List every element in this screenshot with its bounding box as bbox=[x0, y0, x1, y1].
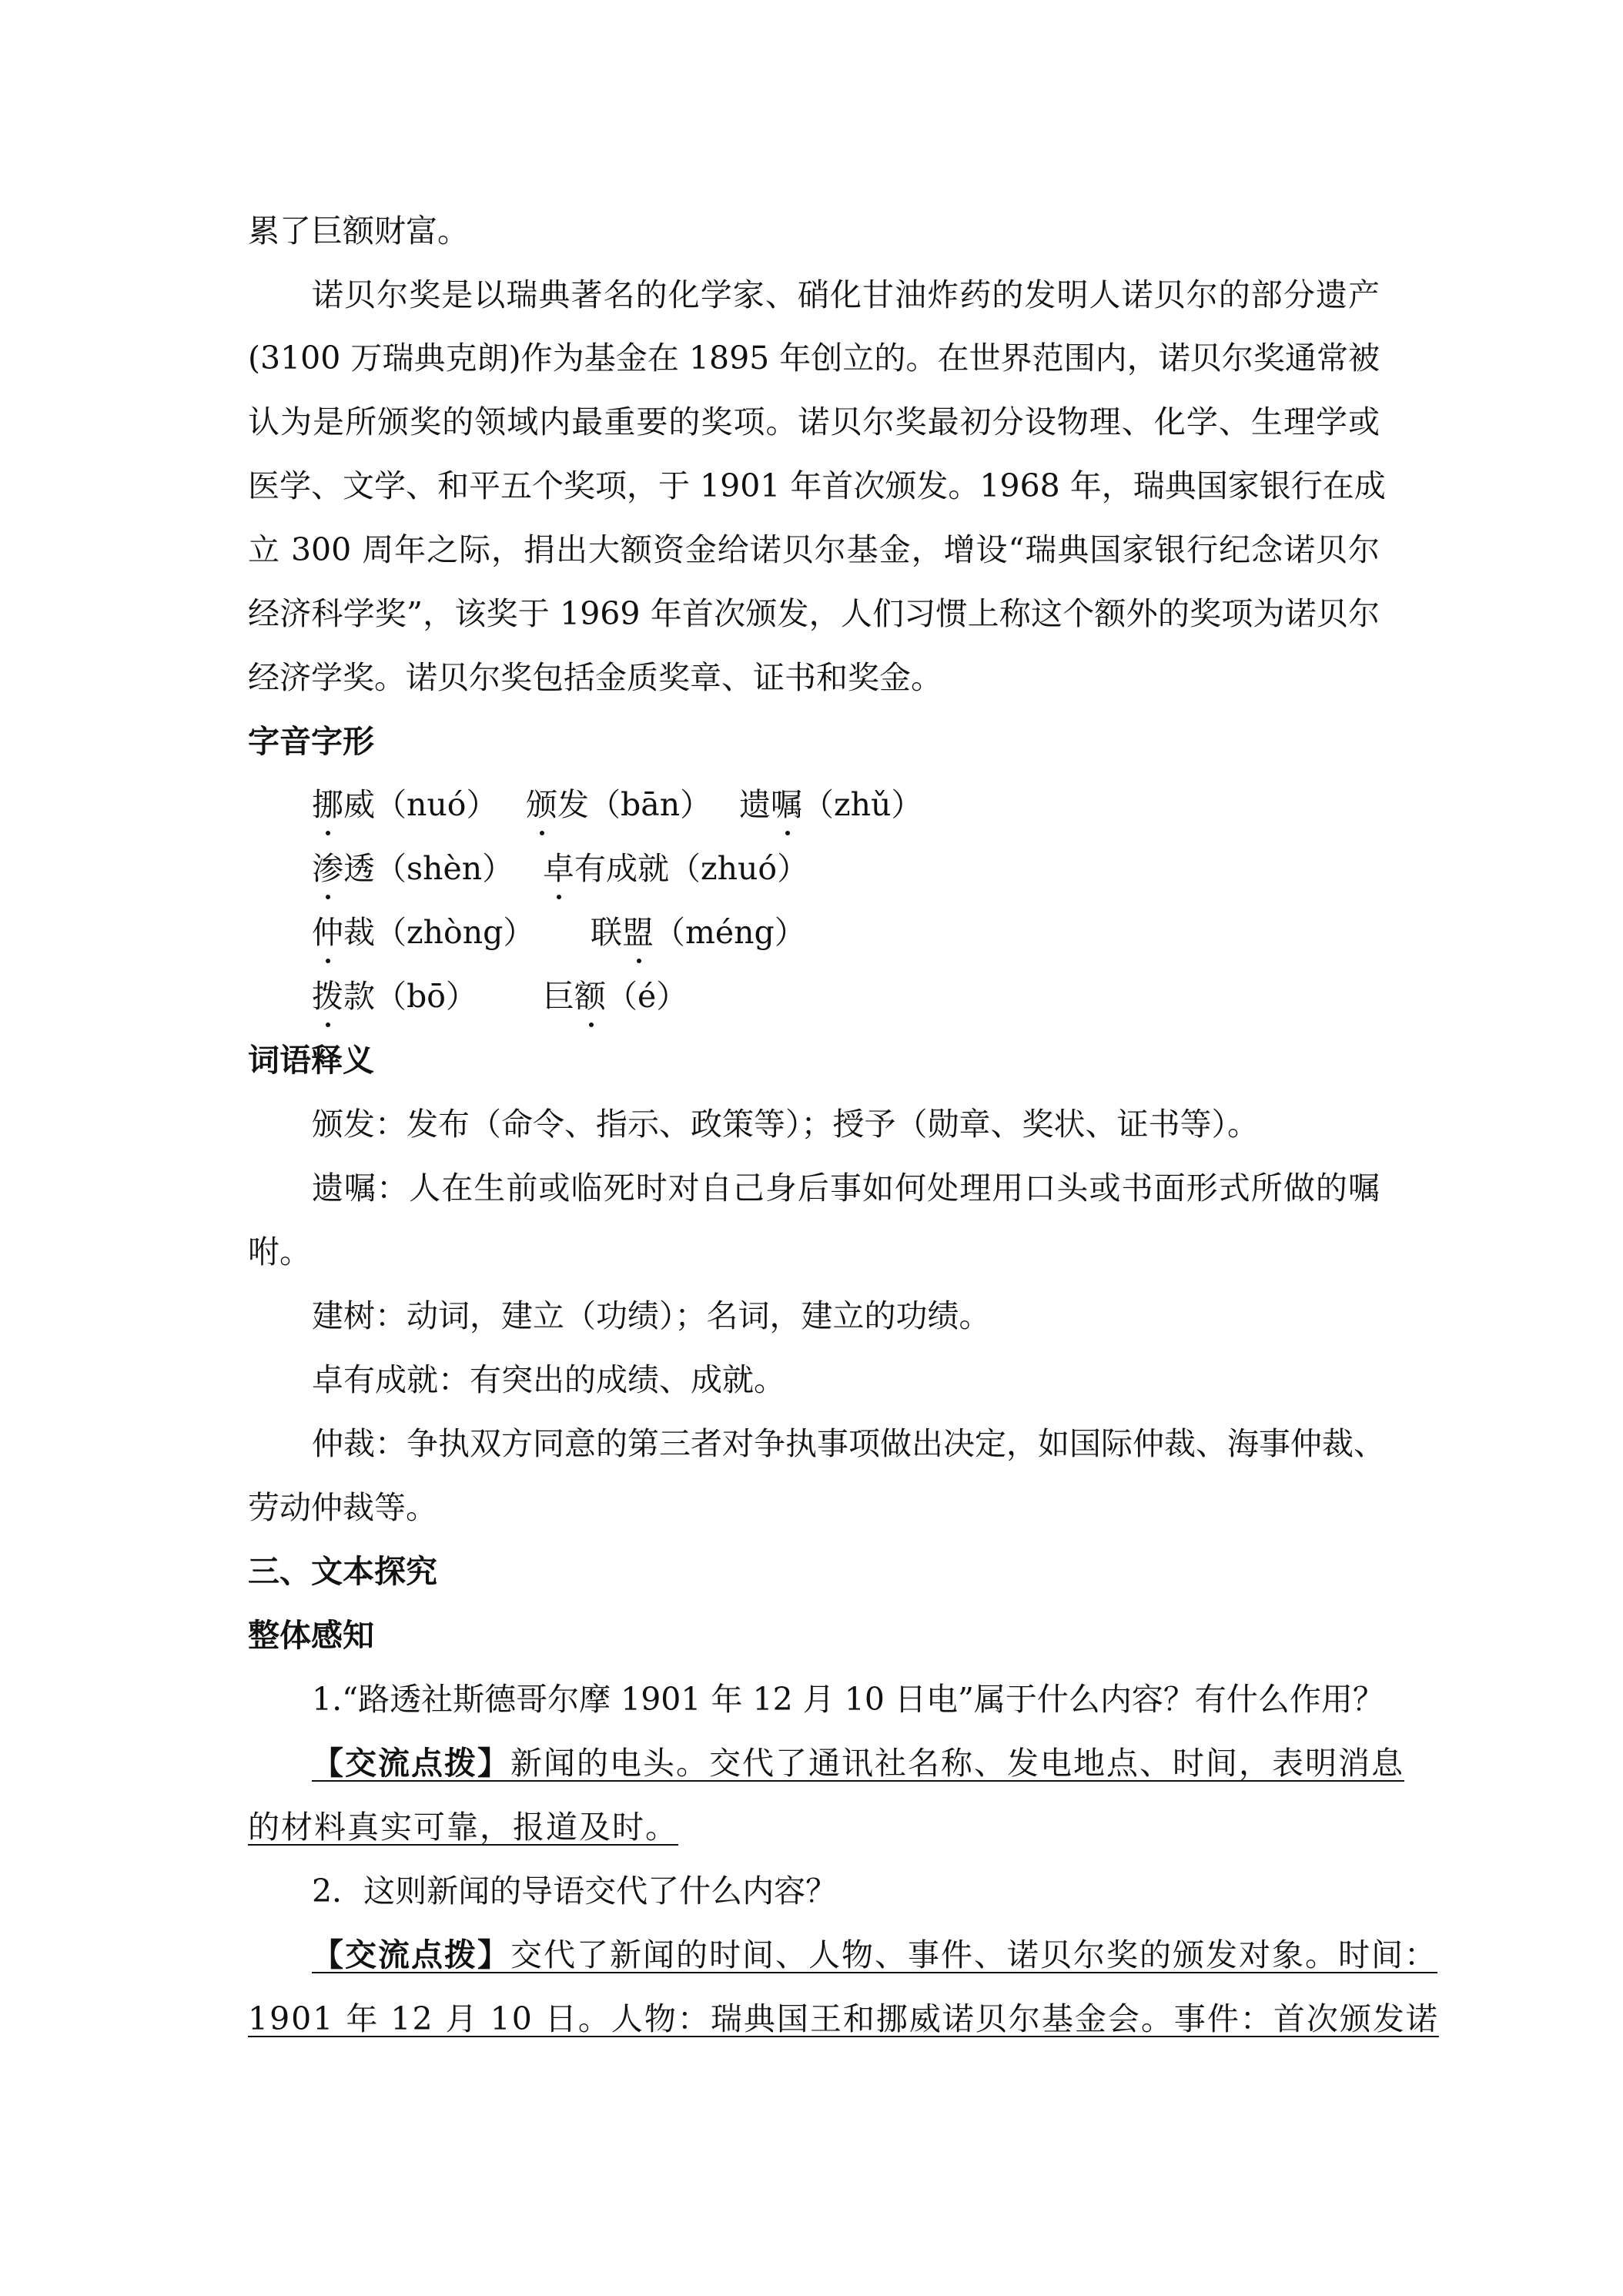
section-heading-pronunciation: 字音字形 bbox=[248, 723, 374, 760]
definition-line: 遗嘱：人在生前或临死时对自己身后事如何处理用口头或书面形式所做的嘱 bbox=[312, 1170, 1380, 1207]
paragraph-line: 认为是所颁奖的领域内最重要的奖项。诺贝尔奖最初分设物理、化学、生理学或 bbox=[248, 403, 1380, 440]
answer-text: 新闻的电头。交代了通讯社名称、发电地点、时间，表明消息 bbox=[510, 1745, 1404, 1782]
emphasis-dot bbox=[785, 831, 790, 835]
vocab-item: 颁发（bān） bbox=[526, 786, 712, 823]
emphasis-dot bbox=[326, 831, 330, 835]
vocab-item: 遗嘱（zhǔ） bbox=[739, 786, 923, 823]
question-2: 2．这则新闻的导语交代了什么内容？ bbox=[312, 1873, 838, 1909]
vocab-item: 挪威（nuó） bbox=[312, 786, 498, 823]
answer-tag: 【交流点拨】 bbox=[312, 1745, 510, 1782]
emphasis-dot bbox=[326, 895, 330, 899]
paragraph-line: 立 300 周年之际，捐出大额资金给诺贝尔基金，增设“瑞典国家银行纪念诺贝尔 bbox=[248, 531, 1380, 568]
answer-tag: 【交流点拨】 bbox=[312, 1936, 510, 1973]
emphasis-dot bbox=[557, 895, 561, 899]
definition-line: 劳动仲裁等。 bbox=[248, 1489, 437, 1526]
emphasis-dot bbox=[589, 1022, 594, 1027]
emphasis-dot bbox=[540, 831, 544, 835]
vocab-item: 联盟（méng） bbox=[591, 914, 806, 951]
vocab-item: 卓有成就（zhuó） bbox=[543, 850, 809, 887]
vocab-item: 渗透（shèn） bbox=[312, 850, 514, 887]
paragraph-line: 诺贝尔奖是以瑞典著名的化学家、硝化甘油炸药的发明人诺贝尔的部分遗产 bbox=[312, 276, 1380, 313]
section-heading-text-study: 三、文本探究 bbox=[248, 1553, 437, 1590]
emphasis-dot bbox=[637, 959, 641, 963]
answer-1-line-2: 的材料真实可靠，报道及时。 bbox=[248, 1809, 678, 1846]
vocab-item: 仲裁（zhòng） bbox=[312, 914, 535, 951]
answer-2-line-2: 1901 年 12 月 10 日。人物：瑞典国王和挪威诺贝尔基金会。事件：首次颁发诺 bbox=[248, 2000, 1439, 2037]
subheading-overview: 整体感知 bbox=[248, 1617, 374, 1654]
vocab-item: 巨额（é） bbox=[543, 978, 688, 1015]
definition-line: 仲裁：争执双方同意的第三者对争执事项做出决定，如国际仲裁、海事仲裁、 bbox=[312, 1425, 1385, 1462]
definition-line: 卓有成就：有突出的成绩、成就。 bbox=[312, 1361, 785, 1398]
emphasis-dot bbox=[326, 1022, 330, 1027]
paragraph-line: 经济科学奖”，该奖于 1969 年首次颁发，人们习惯上称这个额外的奖项为诺贝尔 bbox=[248, 595, 1380, 632]
paragraph-continuation: 累了巨额财富。 bbox=[248, 213, 469, 249]
section-heading-meaning: 词语释义 bbox=[248, 1042, 374, 1079]
emphasis-dot bbox=[326, 959, 330, 963]
definition-line: 颁发：发布（命令、指示、政策等）；授予（勋章、奖状、证书等）。 bbox=[312, 1106, 1259, 1143]
answer-text: 交代了新闻的时间、人物、事件、诺贝尔奖的颁发对象。时间： bbox=[510, 1936, 1437, 1973]
paragraph-line: (3100 万瑞典克朗)作为基金在 1895 年创立的。在世界范围内，诺贝尔奖通常被 bbox=[248, 340, 1380, 377]
definition-line: 建树：动词，建立（功绩）；名词，建立的功绩。 bbox=[312, 1297, 991, 1334]
answer-2-line-1 bbox=[312, 1932, 1437, 1978]
question-1: 1.“路透社斯德哥尔摩 1901 年 12 月 10 日电”属于什么内容？有什么作用？ bbox=[312, 1681, 1384, 1718]
paragraph-line: 医学、文学、和平五个奖项，于 1901 年首次颁发。1968 年，瑞典国家银行在成 bbox=[248, 467, 1386, 504]
paragraph-line: 经济学奖。诺贝尔奖包括金质奖章、证书和奖金。 bbox=[248, 659, 942, 696]
vocab-item: 拨款（bō） bbox=[312, 978, 477, 1015]
definition-line: 咐。 bbox=[248, 1233, 311, 1270]
answer-1-line-1 bbox=[312, 1740, 1404, 1786]
